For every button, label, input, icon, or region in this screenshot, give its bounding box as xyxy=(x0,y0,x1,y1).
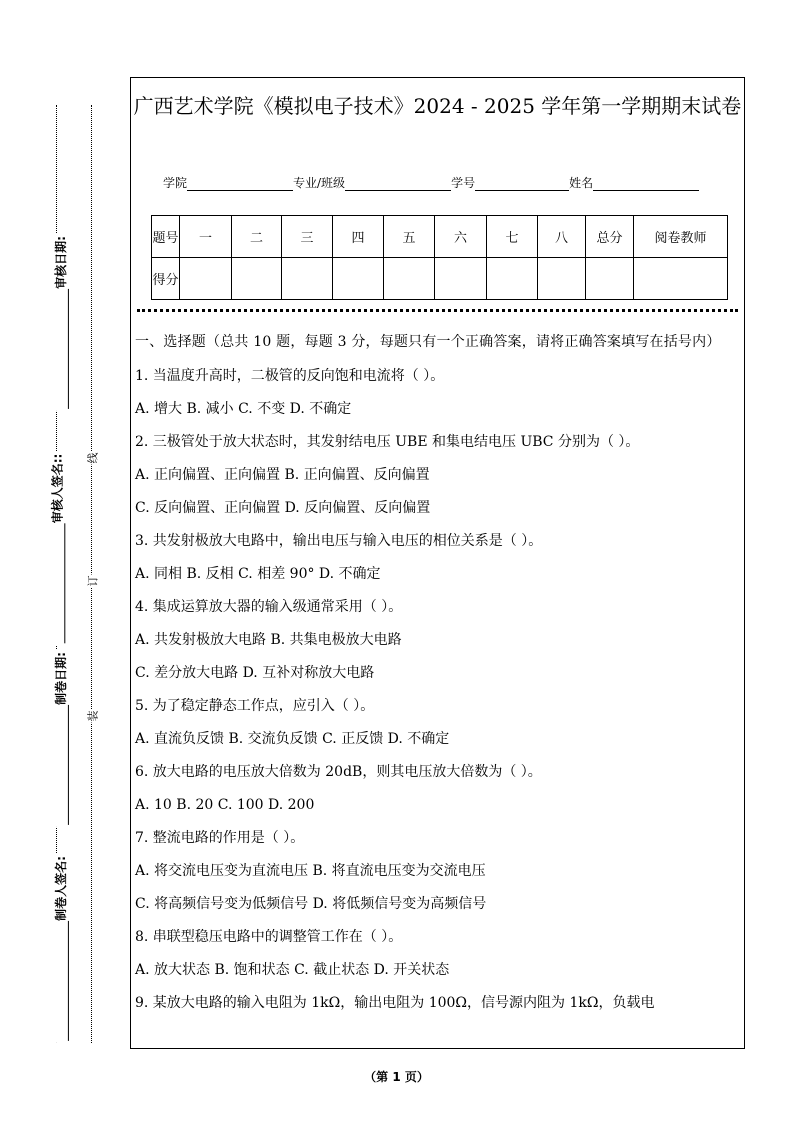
cell-total: 总分 xyxy=(586,216,634,258)
option-line: C. 反向偏置、正向偏置 D. 反向偏置、反向偏置 xyxy=(135,500,431,516)
question-line: 9. 某放大电路的输入电阻为 1kΩ，输出电阻为 100Ω，信号源内阻为 1kΩ，负载电 xyxy=(135,995,655,1011)
score-table-header-row xyxy=(152,216,728,258)
review-date-label: 审核日期: xyxy=(53,236,68,289)
cell-q1: 一 xyxy=(180,216,232,258)
maker-sign-field[interactable] xyxy=(52,854,69,1043)
question-section xyxy=(135,330,740,1020)
name-blank[interactable] xyxy=(593,178,699,191)
section-divider xyxy=(137,309,738,312)
cell-q5: 五 xyxy=(384,216,435,258)
reviewer-sign-field[interactable] xyxy=(48,452,65,646)
option-line: A. 正向偏置、正向偏置 B. 正向偏置、反向偏置 xyxy=(135,467,430,483)
make-date-label: 制卷日期: xyxy=(53,652,68,705)
college-label: 学院 xyxy=(163,176,188,190)
cut-char-xian: 线 xyxy=(86,452,100,464)
maker-sign-blank[interactable] xyxy=(56,921,69,1041)
score-input-q5[interactable] xyxy=(384,258,435,300)
make-date-blank[interactable] xyxy=(56,705,69,825)
question-lines xyxy=(135,360,740,1020)
option-line: A. 10 B. 20 C. 100 D. 200 xyxy=(135,797,315,813)
score-input-total[interactable] xyxy=(586,258,634,300)
score-input-q7[interactable] xyxy=(487,258,538,300)
score-input-q3[interactable] xyxy=(282,258,333,300)
option-line: A. 将交流电压变为直流电压 B. 将直流电压变为交流电压 xyxy=(135,863,486,879)
question-line: 8. 串联型稳压电路中的调整管工作在（ ）。 xyxy=(135,929,403,945)
cell-q7: 七 xyxy=(487,216,538,258)
major-class-label: 专业/班级 xyxy=(293,176,346,190)
cell-q8: 八 xyxy=(538,216,586,258)
score-input-q1[interactable] xyxy=(180,258,232,300)
major-class-blank[interactable] xyxy=(345,178,451,191)
college-blank[interactable] xyxy=(187,178,293,191)
option-line: A. 直流负反馈 B. 交流负反馈 C. 正反馈 D. 不确定 xyxy=(135,731,450,747)
option-line: A. 增大 B. 减小 C. 不变 D. 不确定 xyxy=(135,401,352,417)
cut-char-ding: 订 xyxy=(86,575,100,587)
option-line: C. 差分放大电路 D. 互补对称放大电路 xyxy=(135,665,375,681)
cell-question-no: 题号 xyxy=(152,216,180,258)
score-input-q6[interactable] xyxy=(435,258,487,300)
question-line: 7. 整流电路的作用是（ ）。 xyxy=(135,830,305,846)
question-line: 1. 当温度升高时，二极管的反向饱和电流将（ ）。 xyxy=(135,368,445,384)
score-input-q4[interactable] xyxy=(333,258,384,300)
cell-score-label: 得分 xyxy=(152,258,180,300)
question-line: 2. 三极管处于放大状态时，其发射结电压 UBE 和集电结电压 UBC 分别为（ ）。 xyxy=(135,434,640,450)
question-line: 6. 放大电路的电压放大倍数为 20dB，则其电压放大倍数为（ ）。 xyxy=(135,764,542,780)
name-label: 姓名 xyxy=(569,176,594,190)
cell-q4: 四 xyxy=(333,216,384,258)
maker-sign-label: 制卷人签名: xyxy=(53,856,68,921)
student-id-label: 学号 xyxy=(451,176,476,190)
cell-grader: 阅卷教师 xyxy=(634,216,728,258)
review-date-field[interactable] xyxy=(52,234,69,411)
score-table-score-row xyxy=(152,258,728,300)
option-line: A. 同相 B. 反相 C. 相差 90° D. 不确定 xyxy=(135,566,381,582)
review-date-blank[interactable] xyxy=(56,289,69,409)
reviewer-sign-label: 审核人签名:: xyxy=(50,453,65,524)
page-number: （第 1 页） xyxy=(364,1070,429,1084)
option-line: C. 将高频信号变为低频信号 D. 将低频信号变为高频信号 xyxy=(135,896,487,912)
exam-title: 广西艺术学院《模拟电子技术》2024 - 2025 学年第一学期期末试卷 xyxy=(133,94,742,118)
cell-q2: 二 xyxy=(232,216,282,258)
score-table xyxy=(151,215,728,300)
cell-q3: 三 xyxy=(282,216,333,258)
make-date-field[interactable] xyxy=(52,650,69,827)
option-line: A. 放大状态 B. 饱和状态 C. 截止状态 D. 开关状态 xyxy=(135,962,450,978)
score-input-q8[interactable] xyxy=(538,258,586,300)
section-instruction: 一、选择题（总共 10 题，每题 3 分，每题只有一个正确答案，请将正确答案填写在括号内） xyxy=(135,334,721,350)
reviewer-sign-blank[interactable] xyxy=(52,523,65,643)
score-input-q2[interactable] xyxy=(232,258,282,300)
cut-char-zhuang: 装 xyxy=(86,710,100,722)
student-info-line xyxy=(163,174,723,191)
question-line: 3. 共发射极放大电路中，输出电压与输入电压的相位关系是（ ）。 xyxy=(135,533,543,549)
cell-q6: 六 xyxy=(435,216,487,258)
question-line: 4. 集成运算放大器的输入级通常采用（ ）。 xyxy=(135,599,403,615)
question-line: 5. 为了稳定静态工作点，应引入（ ）。 xyxy=(135,698,375,714)
option-line: A. 共发射极放大电路 B. 共集电极放大电路 xyxy=(135,632,402,648)
score-input-grader[interactable] xyxy=(634,258,728,300)
student-id-blank[interactable] xyxy=(475,178,569,191)
